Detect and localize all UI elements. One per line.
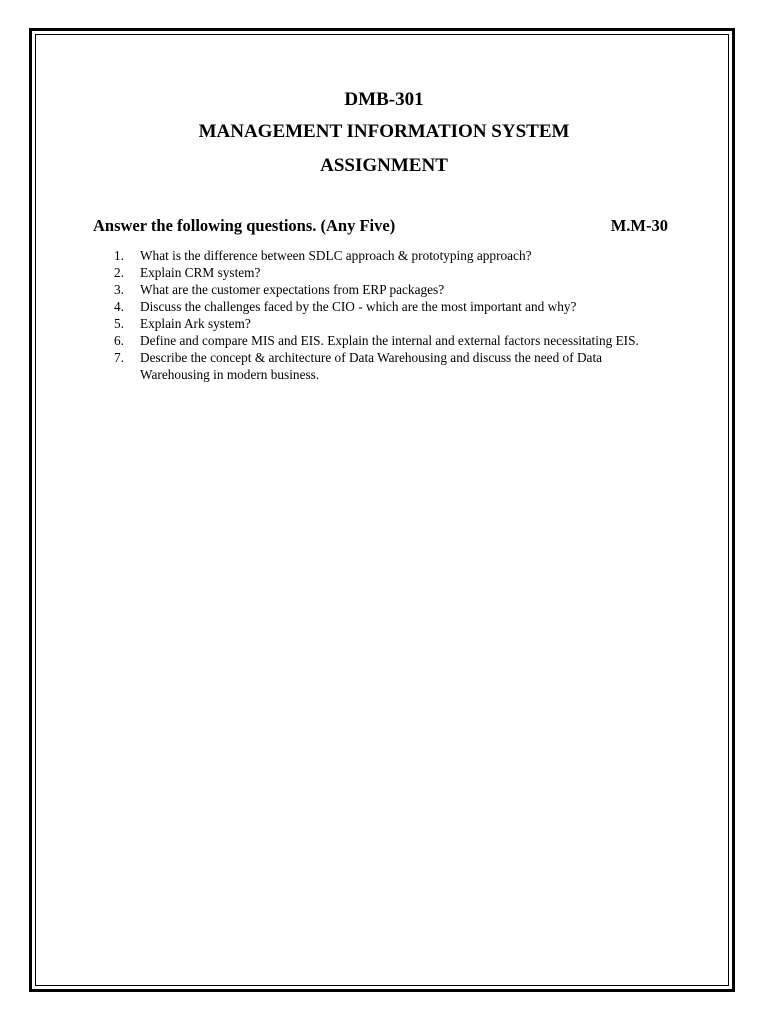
max-marks: M.M-30 xyxy=(610,216,668,235)
question-text: Discuss the challenges faced by the CIO - which are the most important and why? xyxy=(140,299,577,314)
question-item xyxy=(104,332,664,349)
question-text: Describe the concept & architecture of Data Warehousing and discuss the need of Data Warehousing in modern business. xyxy=(140,350,603,382)
question-item xyxy=(104,315,664,332)
course-code: DMB-301 xyxy=(344,89,424,110)
question-text: Explain CRM system? xyxy=(140,265,261,280)
question-number: 4. xyxy=(114,299,124,314)
question-text: Explain Ark system? xyxy=(140,316,251,331)
question-item xyxy=(104,281,664,298)
question-item xyxy=(104,264,664,281)
document-type: ASSIGNMENT xyxy=(320,155,448,176)
question-item xyxy=(104,247,664,264)
question-number: 5. xyxy=(114,316,124,331)
instruction-text: Answer the following questions. (Any Five) xyxy=(93,216,396,235)
question-list xyxy=(104,247,664,383)
question-number: 6. xyxy=(114,333,124,348)
question-item xyxy=(104,298,664,315)
question-text: What is the difference between SDLC approach & prototyping approach? xyxy=(140,248,532,263)
question-number: 2. xyxy=(114,265,124,280)
question-number: 1. xyxy=(114,248,124,263)
question-text: What are the customer expectations from ERP packages? xyxy=(140,282,445,297)
question-number: 3. xyxy=(114,282,124,297)
subject-title: MANAGEMENT INFORMATION SYSTEM xyxy=(198,121,570,142)
question-item xyxy=(104,349,664,383)
question-number: 7. xyxy=(114,350,124,365)
question-text: Define and compare MIS and EIS. Explain the internal and external factors necessitating EIS. xyxy=(140,333,639,348)
